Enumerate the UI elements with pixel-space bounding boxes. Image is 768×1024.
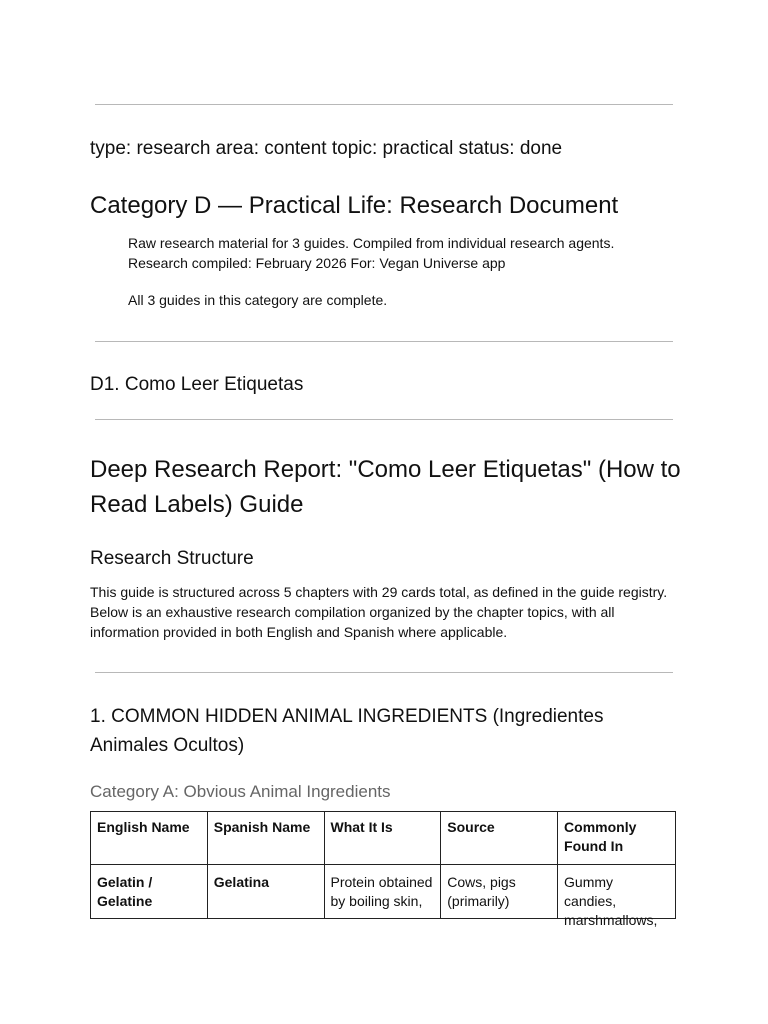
column-header-what-it-is: What It Is [324,812,441,865]
cell-source-text: Cows, pigs (primarily) [447,874,516,909]
cell-commonly-found-in-text: Gummy candies, marshmallows, [564,874,658,928]
cell-spanish-name-text: Gelatina [213,874,269,890]
column-header-commonly-found-in: Commonly Found In [558,812,676,865]
ingredients-table [90,811,676,928]
intro-blockquote [128,233,688,273]
column-header-source: Source [441,812,558,865]
cell-what-it-is-text: Protein obtained by boiling skin, [330,874,433,909]
document-title: Category D — Practical Life: Research Document [90,192,619,219]
divider-2 [95,341,673,342]
column-header-english-name: English Name [91,812,208,865]
intro-status: All 3 guides in this category are complete. [128,292,388,308]
cell-spanish-name [207,865,324,919]
divider-4 [95,672,673,673]
cell-source [441,865,558,919]
cell-commonly-found-in [558,865,676,928]
category-a-heading: Category A: Obvious Animal Ingredients [90,782,391,801]
cell-what-it-is [324,865,441,919]
section-title: D1. Como Leer Etiquetas [90,374,304,395]
report-title: Deep Research Report: "Como Leer Etiquetas" (How to Read Labels) Guide [90,456,681,518]
intro-line-2: Research compiled: February 2026 For: Vegan Universe app [128,255,506,271]
table-header-row [91,812,676,865]
divider-3 [95,419,673,420]
cell-english-name-text: Gelatin / Gelatine [97,874,153,909]
research-structure-heading: Research Structure [90,548,254,569]
divider-top [95,104,673,105]
frontmatter-line: type: research area: content topic: practical status: done [90,138,563,159]
research-structure-paragraph: This guide is structured across 5 chapters with 29 cards total, as defined in the guide registry. Below is an exhaustive research compilation organized by the chapter topics, with all information provided in both English and Spanish where applicable. [90,584,668,640]
intro-line-1: Raw research material for 3 guides. Compiled from individual research agents. [128,235,615,251]
column-header-spanish-name: Spanish Name [207,812,324,865]
chapter-1-title: 1. COMMON HIDDEN ANIMAL INGREDIENTS (Ingredientes Animales Ocultos) [90,706,604,756]
table-row [91,865,676,919]
cell-english-name [91,865,208,919]
